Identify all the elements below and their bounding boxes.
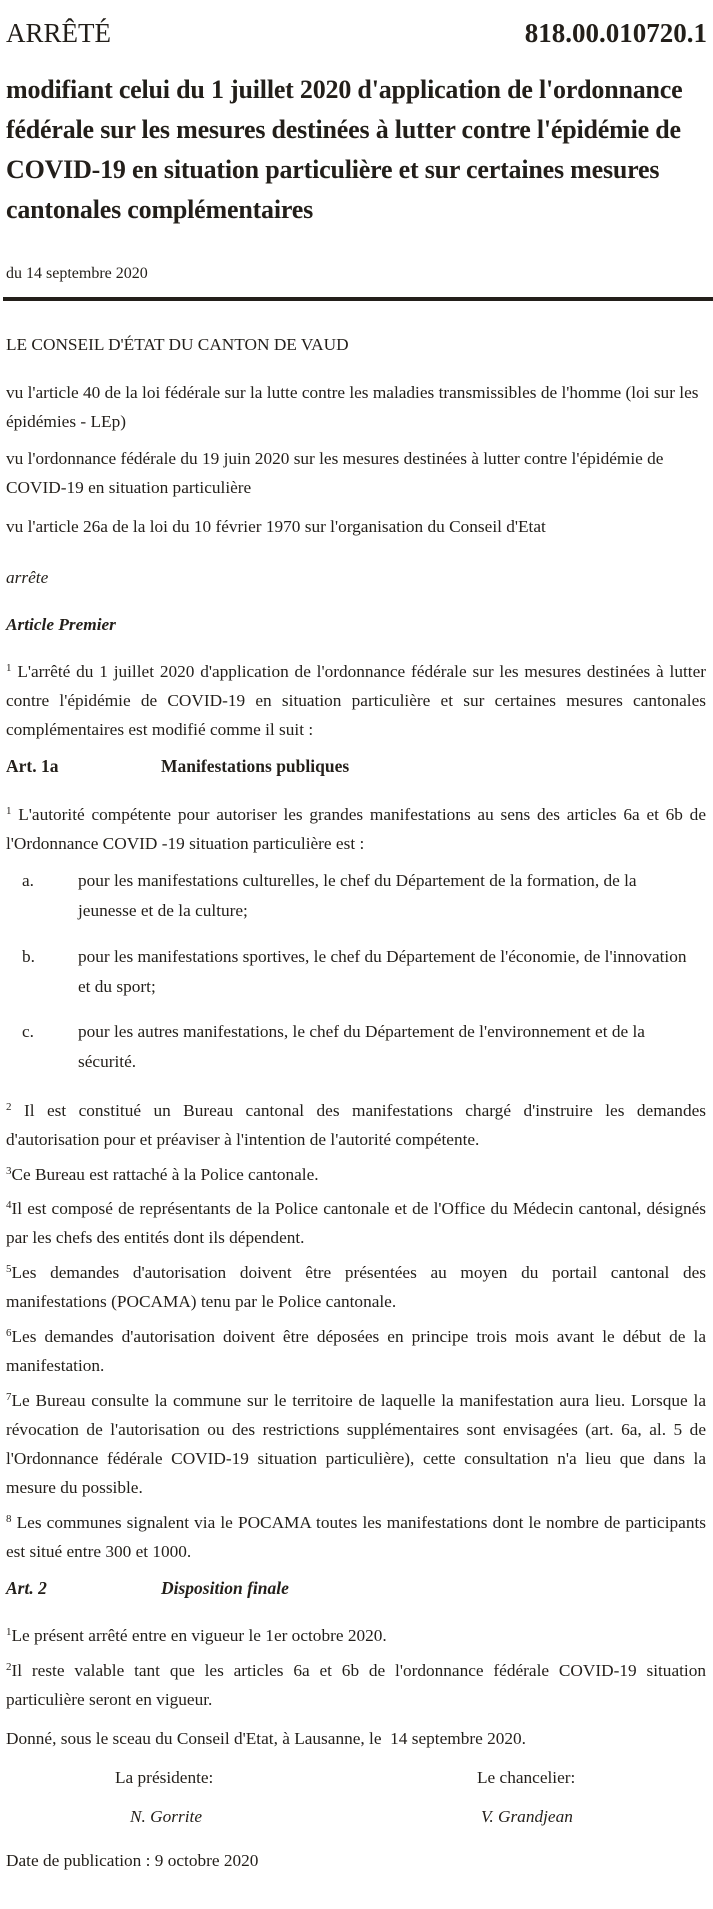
para-text: L'arrêté du 1 juillet 2020 d'application de l'ordonnance fédérale sur les mesures destinées à lutter contre l'épidémie de COVID-19 en situation particulière et sur certaines mesures cantonales complémentaires est modifié comme il suit : [6,662,706,739]
doc-type: ARRÊTÉ [6,18,111,48]
list-letter: c. [22,1022,34,1041]
list-text: pour les manifestations culturelles, le chef du Département de la formation, de la jeunesse et de la culture; [78,871,637,920]
art-2-title: Disposition finale [161,1578,289,1598]
art-2-number: Art. 2 [6,1578,47,1598]
para-text: Il est composé de représentants de la Police cantonale et de l'Office du Médecin cantonal, désignés par les chefs des entités dont ils dépendent. [6,1199,706,1247]
art-1a-para-6 [6,1322,706,1380]
art-1a-para-1 [6,800,706,858]
header-divider [3,297,713,301]
chancellor-label: Le chancelier: [477,1768,576,1787]
art-1a-para-7 [6,1386,706,1502]
para-text: Ce Bureau est rattaché à la Police cantonale. [11,1165,319,1184]
chancellor-name: V. Grandjean [481,1807,573,1826]
para-text: Les demandes d'autorisation doivent être présentées au moyen du portail cantonal des manifestations (POCAMA) tenu par le Police cantonale. [6,1263,706,1311]
given-statement: Donné, sous le sceau du Conseil d'Etat, à Lausanne, le 14 septembre 2020. [6,1729,526,1748]
para-number: 2 [6,1101,12,1113]
art-2-para-2 [6,1656,706,1714]
para-text: Il reste valable tant que les articles 6a et 6b de l'ordonnance fédérale COVID-19 situation particulière seront en vigueur. [6,1661,706,1709]
considerant-2: vu l'ordonnance fédérale du 19 juin 2020 sur les mesures destinées à lutter contre l'épidémie de COVID-19 en situation particulière [6,449,664,497]
art-1a-heading [6,756,349,777]
doc-reference: 818.00.010720.1 [524,18,707,48]
list-text: pour les manifestations sportives, le chef du Département de l'économie, de l'innovation et du sport; [78,947,687,996]
authority: LE CONSEIL D'ÉTAT DU CANTON DE VAUD [6,335,349,354]
doc-title: modifiant celui du 1 juillet 2020 d'application de l'ordonnance fédérale sur les mesures destinées à lutter contre l'épidémie de COVID-19 en situation particulière et sur certaines mesures cantonales complémentaires [6,75,683,224]
para-number: 1 [6,805,12,817]
art-1a-para-2 [6,1096,706,1154]
para-number: 8 [6,1513,12,1525]
considerant-1: vu l'article 40 de la loi fédérale sur la lutte contre les maladies transmissibles de l'homme (loi sur les épidémies - LEp) [6,383,699,431]
para-number: 1 [6,662,12,674]
president-name: N. Gorrite [130,1807,203,1826]
list-letter: b. [22,947,35,966]
para-number: 5 [6,1263,12,1275]
para-number: 1 [6,1626,12,1638]
para-text: Les communes signalent via le POCAMA toutes les manifestations dont le nombre de participants est situé entre 300 et 1000. [6,1513,706,1561]
para-number: 3 [6,1165,12,1177]
art-2-heading [6,1578,289,1599]
para-text: L'autorité compétente pour autoriser les grandes manifestations au sens des articles 6a et 6b de l'Ordonnance COVID -19 situation particulière est : [6,805,706,853]
art-1a-para-5 [6,1258,706,1316]
para-number: 6 [6,1327,12,1339]
art-2-para-1 [6,1621,706,1650]
art-1a-number: Art. 1a [6,756,59,776]
list-text: pour les autres manifestations, le chef du Département de l'environnement et de la sécurité. [78,1022,645,1071]
para-number: 2 [6,1661,12,1673]
para-text: Le Bureau consulte la commune sur le territoire de laquelle la manifestation aura lieu. Lorsque la révocation de l'autorisation ou des restrictions supplémentaires sont envisagées (art. 6a, al. 5 de l'Ordonnance fédérale COVID-19 situation particulière), cette consultation n'a lieu que dans la mesure du possible. [6,1391,706,1497]
art-1a-para-3 [6,1160,706,1189]
para-number: 4 [6,1199,12,1211]
considerant-3: vu l'article 26a de la loi du 10 février 1970 sur l'organisation du Conseil d'Etat [6,517,546,536]
para-text: Le présent arrêté entre en vigueur le 1er octobre 2020. [11,1626,387,1645]
article-premier-para-1 [6,657,706,744]
publication-date: Date de publication : 9 octobre 2020 [6,1851,259,1870]
president-label: La présidente: [115,1768,214,1787]
art-1a-para-8 [6,1508,706,1566]
para-text: Il est constitué un Bureau cantonal des manifestations chargé d'instruire les demandes d'autorisation pour et préaviser à l'intention de l'autorité compétente. [6,1101,706,1149]
article-premier-heading: Article Premier [6,615,116,634]
decision-verb: arrête [6,568,49,587]
para-text: Les demandes d'autorisation doivent être déposées en principe trois mois avant le début de la manifestation. [6,1327,706,1375]
para-number: 7 [6,1391,12,1403]
art-1a-para-4 [6,1194,706,1252]
art-1a-title: Manifestations publiques [161,756,350,776]
doc-date: du 14 septembre 2020 [6,265,148,282]
list-letter: a. [22,871,34,890]
